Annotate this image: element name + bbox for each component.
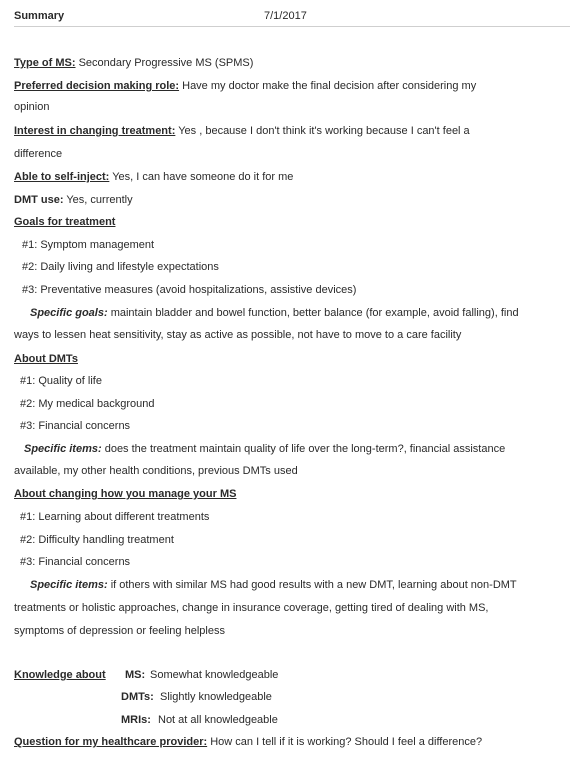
decision-role-value-2: opinion — [14, 101, 50, 113]
about-changing-specific-row — [30, 579, 564, 592]
knowledge-key-mris: MRIs: — [121, 714, 151, 726]
type-of-ms-value: Secondary Progressive MS (SPMS) — [78, 57, 254, 69]
knowledge-label: Knowledge about — [14, 669, 106, 681]
about-changing-item-2: #2: Difficulty handling treatment — [20, 534, 174, 546]
question-value: How can I tell if it is working? Should I feel a difference? — [210, 736, 483, 748]
goals-heading — [14, 216, 564, 229]
self-inject-row — [14, 171, 564, 184]
dmt-use-value: Yes, currently — [66, 194, 133, 206]
knowledge-value-ms: Somewhat knowledgeable — [150, 669, 279, 681]
self-inject-value: Yes, I can have someone do it for me — [112, 171, 294, 183]
goals-item-2: #2: Daily living and lifestyle expectations — [22, 261, 219, 273]
goals-specific-line-1: maintain bladder and bowel function, better balance (for example, avoid falling), find — [110, 307, 519, 319]
decision-role-row — [14, 80, 564, 93]
summary-header — [14, 4, 570, 27]
about-dmts-item-1: #1: Quality of life — [20, 375, 102, 387]
about-changing-heading-text: About changing how you manage your MS — [14, 488, 237, 500]
about-changing-item-3: #3: Financial concerns — [20, 556, 131, 568]
about-changing-specific-line-2: treatments or holistic approaches, change in insurance coverage, getting tired of dealing with MS, — [14, 602, 489, 614]
question-label: Question for my healthcare provider: — [14, 736, 208, 748]
about-dmts-heading-text: About DMTs — [14, 353, 78, 365]
about-changing-specific-label: Specific items: — [30, 579, 108, 591]
about-dmts-specific-label: Specific items: — [24, 443, 102, 455]
knowledge-value-dmts: Slightly knowledgeable — [160, 691, 272, 703]
self-inject-label: Able to self-inject: — [14, 171, 110, 183]
about-changing-heading — [14, 488, 564, 501]
summary-title: Summary — [14, 10, 65, 22]
interest-changing-value-2: difference — [14, 148, 63, 160]
type-of-ms-row — [14, 57, 564, 70]
knowledge-value-mris: Not at all knowledgeable — [158, 714, 278, 726]
about-dmts-item-2: #2: My medical background — [20, 398, 155, 410]
goals-specific-label: Specific goals: — [30, 307, 108, 319]
goals-item-1: #1: Symptom management — [22, 239, 155, 251]
goals-heading-text: Goals for treatment — [14, 216, 116, 228]
about-changing-item-1: #1: Learning about different treatments — [20, 511, 210, 523]
about-dmts-item-3: #3: Financial concerns — [20, 420, 131, 432]
goals-specific-row — [30, 307, 564, 320]
interest-changing-label: Interest in changing treatment: — [14, 125, 176, 137]
interest-changing-row — [14, 125, 564, 138]
question-row — [14, 736, 564, 749]
about-changing-specific-line-3: symptoms of depression or feeling helpless — [14, 625, 225, 637]
about-changing-specific-line-1: if others with similar MS had good results with a new DMT, learning about non-DMT — [110, 579, 517, 591]
about-dmts-heading — [14, 353, 564, 366]
about-dmts-specific-line-2: available, my other health conditions, previous DMTs used — [14, 465, 298, 477]
interest-changing-value-1: Yes , because I don't think it's working because I can't feel a — [178, 125, 470, 137]
knowledge-key-ms: MS: — [125, 669, 146, 681]
about-dmts-specific-line-1: does the treatment maintain quality of life over the long-term?, financial assistance — [104, 443, 506, 455]
goals-specific-line-2: ways to lessen heat sensitivity, stay as active as possible, not have to move to a care facility — [14, 329, 462, 341]
about-dmts-specific-row — [24, 443, 564, 456]
goals-item-3: #3: Preventative measures (avoid hospitalizations, assistive devices) — [22, 284, 357, 296]
decision-role-label: Preferred decision making role: — [14, 80, 180, 92]
type-of-ms-label: Type of MS: — [14, 57, 76, 69]
summary-date: 7/1/2017 — [264, 10, 307, 22]
dmt-use-label: DMT use: — [14, 194, 64, 206]
knowledge-key-dmts: DMTs: — [121, 691, 154, 703]
dmt-use-row — [14, 194, 564, 207]
decision-role-value-1: Have my doctor make the final decision after considering my — [182, 80, 477, 92]
